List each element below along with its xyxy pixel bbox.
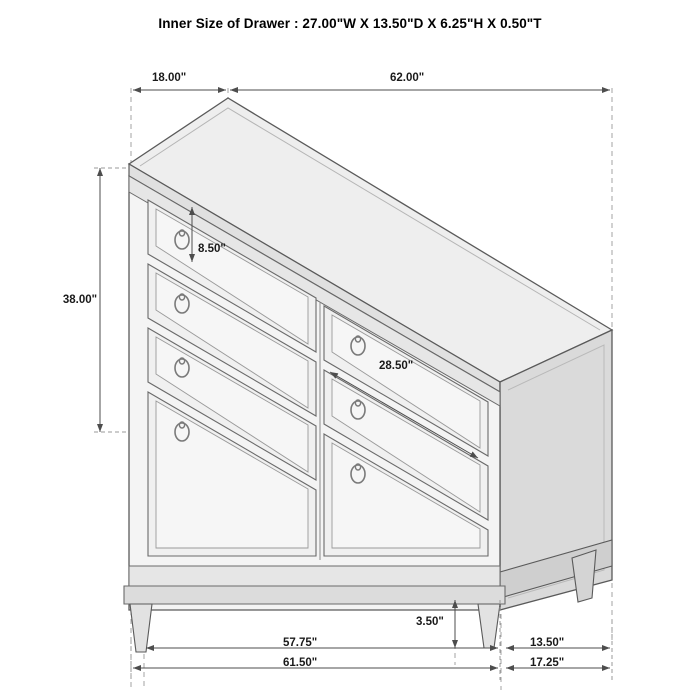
leg-front-right [478, 604, 500, 648]
dim-depth-top-label: 18.00" [152, 72, 187, 84]
dim-depth-case-label: 13.50" [530, 637, 565, 649]
dim-depth-overall-label: 17.25" [530, 657, 565, 669]
page-title: Inner Size of Drawer : 27.00"W X 13.50"D X 6.25"H X 0.50"T [158, 16, 542, 31]
dim-width-top-label: 62.00" [390, 72, 425, 84]
dim-width-overall-label: 61.50" [283, 657, 318, 669]
dresser-illustration [124, 98, 612, 652]
dim-drawer-height-label: 8.50" [198, 243, 226, 255]
dim-foot-height-label: 3.50" [416, 616, 444, 628]
dim-height-left-label: 38.00" [62, 294, 98, 306]
front-plinth [124, 586, 505, 604]
dim-width-case-label: 57.75" [283, 637, 318, 649]
leg-front-left [130, 604, 152, 652]
dim-drawer-width-label: 28.50" [379, 360, 414, 372]
leg-back-right [572, 550, 596, 602]
